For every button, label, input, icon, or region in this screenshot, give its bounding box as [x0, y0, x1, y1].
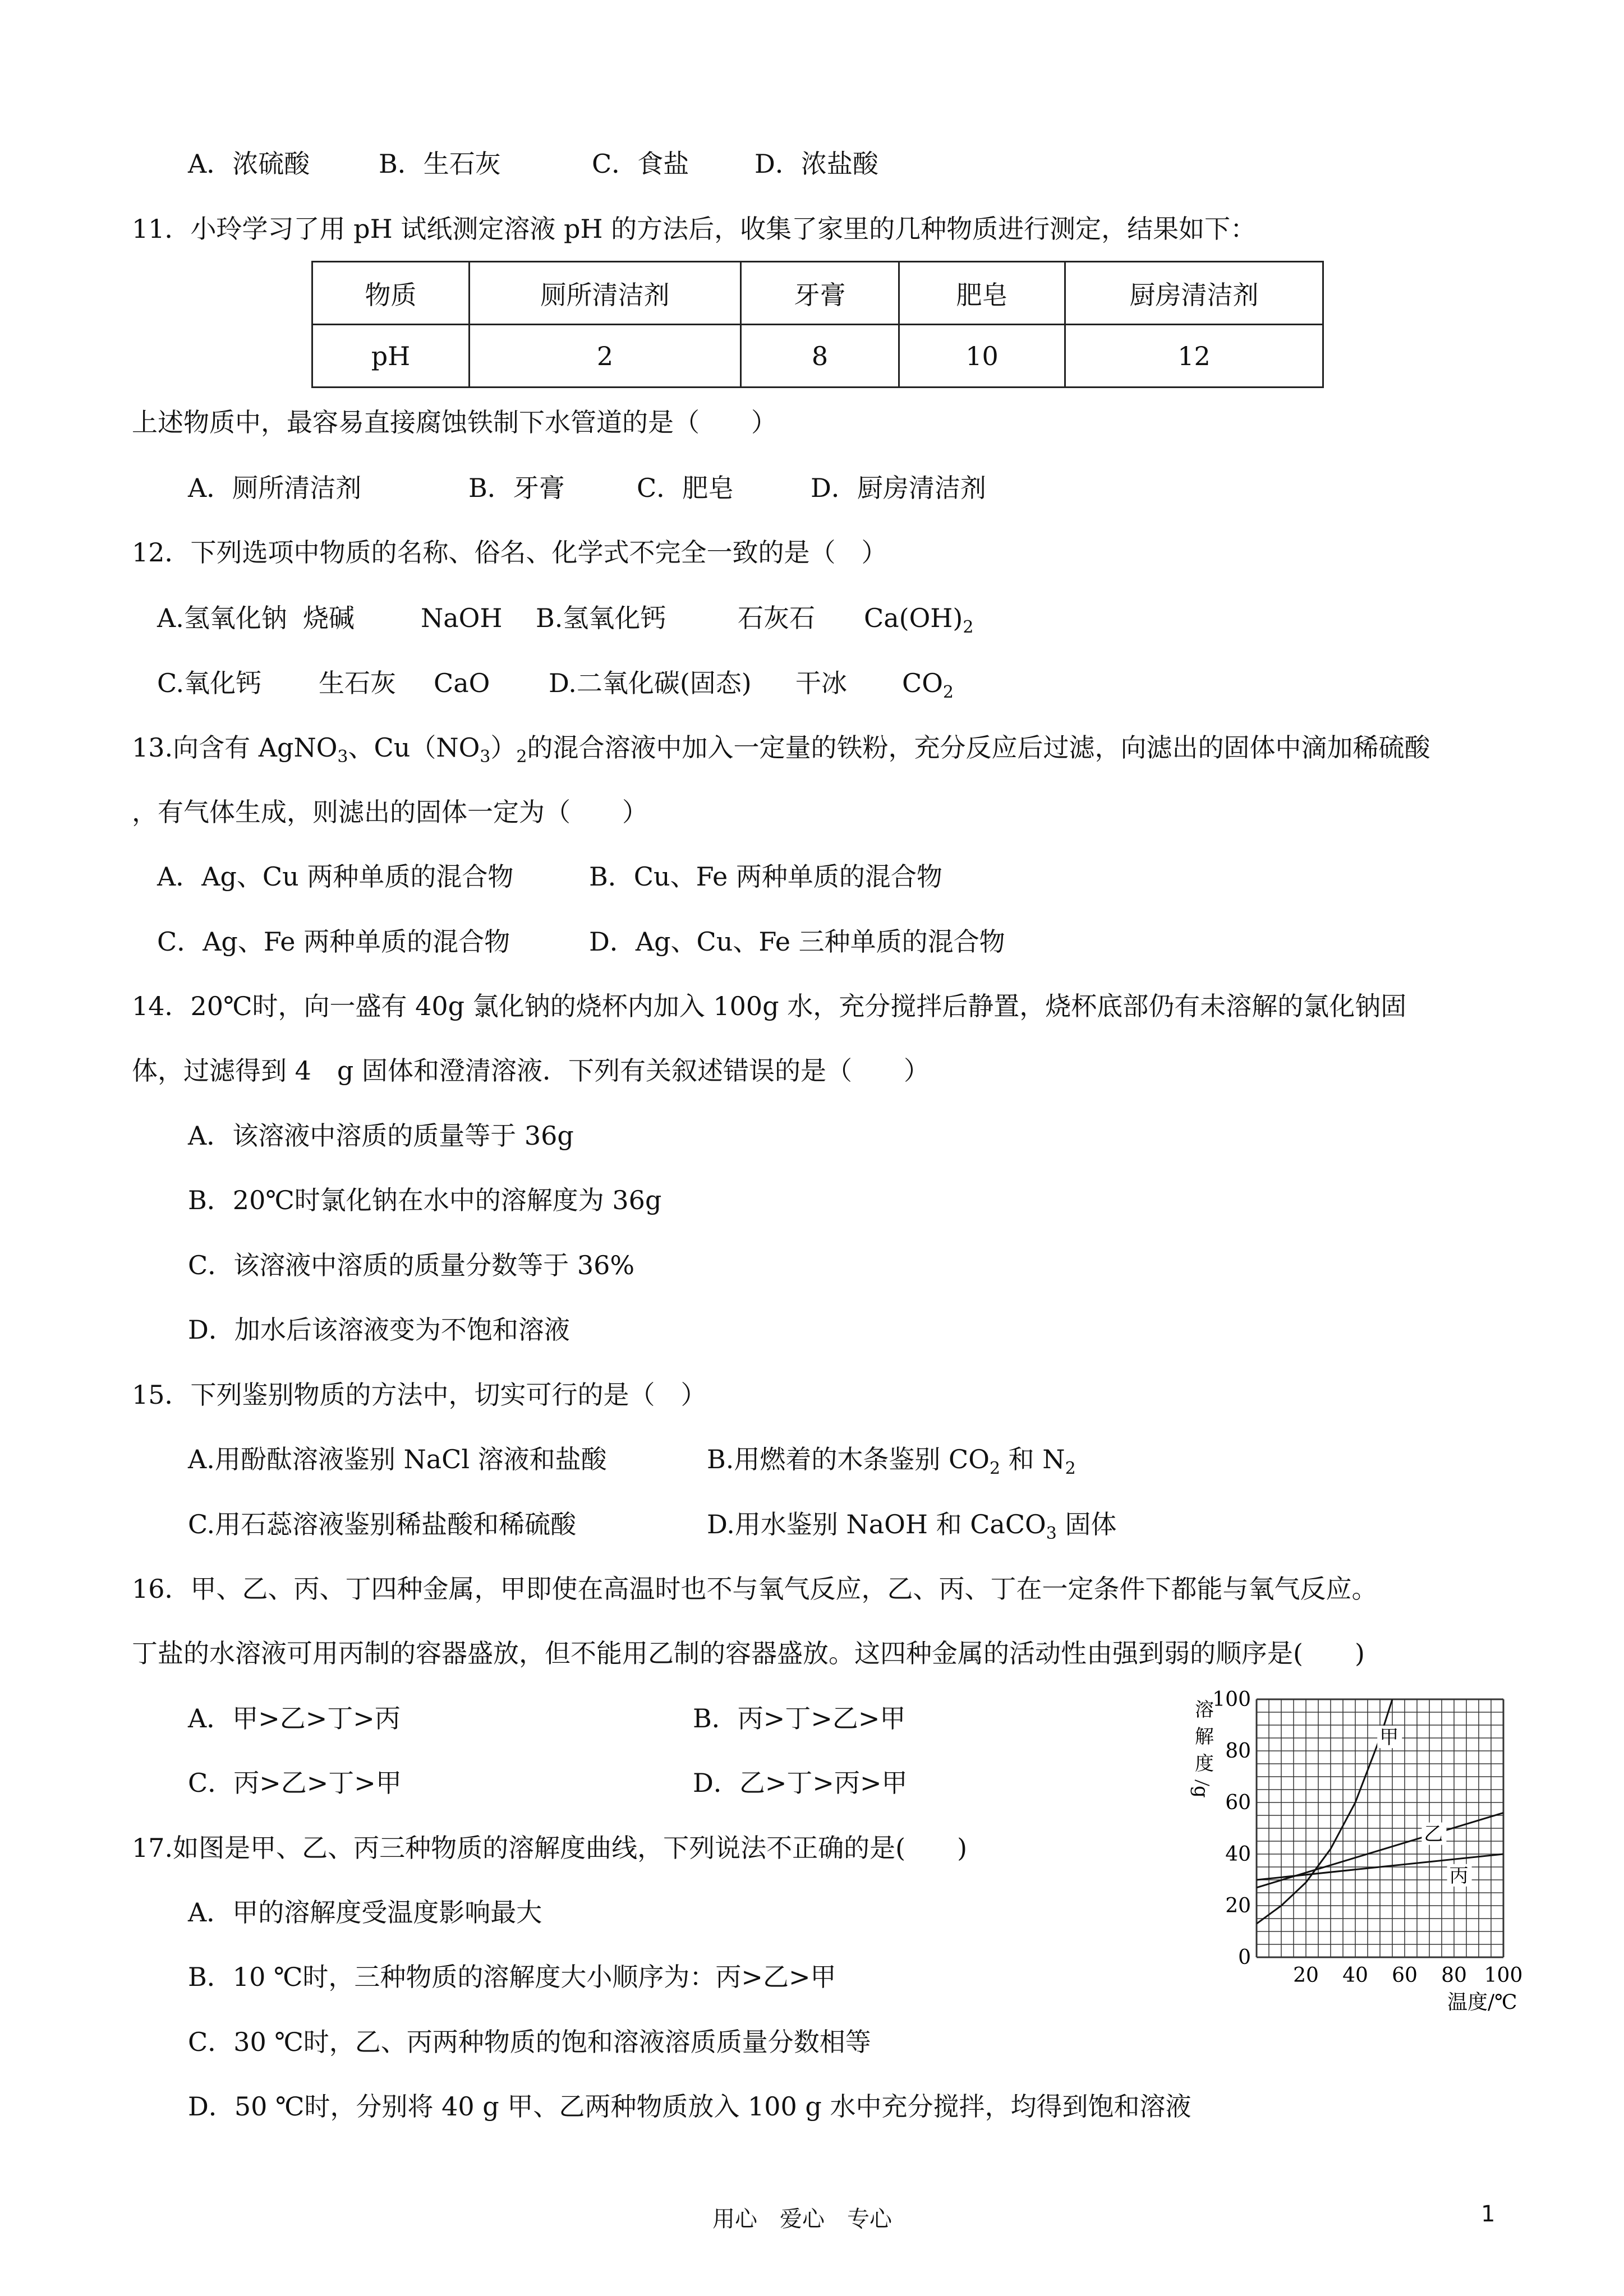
q17-option-c: C．30 ℃时，乙、丙两种物质的饱和溶液溶质质量分数相等	[188, 2027, 871, 2057]
q16-option-b: B．丙>丁>乙>甲	[693, 1703, 906, 1733]
q11-option-c: C．肥皂	[637, 473, 734, 503]
q17-option-a: A．甲的溶解度受温度影响最大	[188, 1897, 542, 1928]
q16-options-ab	[188, 1702, 905, 1735]
subscript: 2	[942, 683, 954, 702]
subscript: 2	[516, 747, 527, 767]
q10-option-d: D．浓盐酸	[755, 149, 878, 179]
table-cell: 2	[470, 325, 741, 388]
x-tick-label: 60	[1392, 1964, 1418, 1987]
y-axis-label-char: 度	[1195, 1753, 1214, 1775]
text: D.用水鉴别 NaOH 和 CaCO	[707, 1509, 1046, 1539]
q11-option-d: D．厨房清洁剂	[811, 473, 986, 503]
q16-line1: 16．甲、乙、丙、丁四种金属，甲即使在高温时也不与氧气反应，乙、丙、丁在一定条件下都能与氧气反应。	[132, 1574, 1378, 1604]
table-cell: 厕所清洁剂	[470, 262, 741, 325]
q10-options	[188, 147, 878, 181]
y-axis-label-char: g	[1190, 1786, 1212, 1798]
q16-option-a: A．甲>乙>丁>丙	[188, 1703, 401, 1733]
q12-d-common: 干冰	[795, 668, 847, 698]
q14-option-b: B．20℃时氯化钠在水中的溶解度为 36g	[188, 1185, 662, 1215]
q12-stem: 12．下列选项中物质的名称、俗名、化学式不完全一致的是（ ）	[132, 537, 887, 568]
x-tick-label: 40	[1342, 1964, 1368, 1987]
subscript: 2	[989, 1459, 1001, 1478]
ph-table-header-row	[312, 262, 1323, 325]
q11-option-a: A．厕所清洁剂	[188, 473, 362, 503]
q13-option-d: D．Ag、Cu、Fe 三种单质的混合物	[589, 926, 1005, 957]
q12-d-formula	[902, 666, 954, 700]
series-label: 丙	[1449, 1864, 1469, 1887]
subscript: 3	[1046, 1524, 1057, 1543]
text: ）	[490, 732, 517, 763]
q15-options-cd	[188, 1507, 1116, 1541]
formula-text: Ca(OH)	[864, 603, 963, 633]
q16-option-c: C．丙>乙>丁>甲	[188, 1768, 402, 1798]
subscript: 2	[963, 617, 974, 637]
table-cell: 牙膏	[741, 262, 899, 325]
q12-a-common: 烧碱	[303, 603, 355, 633]
q11-option-b: B．牙膏	[468, 473, 565, 503]
q13-line2: ，有气体生成，则滤出的固体一定为（ ）	[132, 797, 648, 827]
table-cell: 厨房清洁剂	[1065, 262, 1323, 325]
q12-d-name: D.二氧化碳(固态)	[549, 668, 752, 698]
table-cell: 肥皂	[899, 262, 1065, 325]
text: 13.向含有 AgNO	[132, 732, 338, 763]
q16-options-cd	[188, 1766, 908, 1800]
subscript: 3	[480, 747, 491, 767]
footer-slogan: 用心 爱心 专心	[712, 2206, 892, 2232]
q13-option-a: A．Ag、Cu 两种单质的混合物	[157, 861, 514, 892]
table-cell: 12	[1065, 325, 1323, 388]
q17-option-d: D．50 ℃时，分别将 40 g 甲、乙两种物质放入 100 g 水中充分搅拌，均得到饱和溶液	[188, 2091, 1191, 2122]
q12-a-name: A.氢氧化钠	[157, 603, 287, 633]
y-axis-label-char: 溶	[1195, 1699, 1214, 1721]
q10-option-c: C．食盐	[592, 149, 689, 179]
text: 固体	[1056, 1509, 1117, 1539]
q17-stem: 17.如图是甲、乙、丙三种物质的溶解度曲线，下列说法不正确的是( )	[132, 1833, 968, 1863]
y-axis-label-slash	[1195, 1780, 1209, 1786]
x-axis-label: 温度/℃	[1447, 1991, 1517, 2014]
q13-options-ab	[157, 860, 942, 893]
q11-stem: 11．小玲学习了用 pH 试纸测定溶液 pH 的方法后，收集了家里的几种物质进行测定，结果如下：	[132, 214, 1257, 244]
q15-stem: 15．下列鉴别物质的方法中，切实可行的是（ ）	[132, 1380, 707, 1410]
q14-option-d: D．加水后该溶液变为不饱和溶液	[188, 1315, 570, 1345]
q15-option-a: A.用酚酞溶液鉴别 NaCl 溶液和盐酸	[188, 1444, 607, 1474]
subscript: 2	[1065, 1459, 1076, 1478]
q15-option-c: C.用石蕊溶液鉴别稀盐酸和稀硫酸	[188, 1509, 577, 1539]
q16-line2: 丁盐的水溶液可用丙制的容器盛放，但不能用乙制的容器盛放。这四种金属的活动性由强到弱的顺序是( )	[132, 1638, 1365, 1668]
q14-option-c: C．该溶液中溶质的质量分数等于 36%	[188, 1250, 635, 1280]
q15-options-ab	[188, 1442, 1076, 1476]
x-tick-label: 20	[1293, 1964, 1319, 1987]
y-tick-label: 20	[1225, 1894, 1251, 1917]
series-label: 甲	[1379, 1726, 1399, 1749]
q12-a-formula: NaOH	[421, 603, 503, 633]
table-cell: 10	[899, 325, 1065, 388]
q15-option-d	[707, 1507, 1116, 1541]
series-label: 乙	[1424, 1823, 1443, 1846]
y-tick-label: 0	[1238, 1946, 1251, 1969]
ph-table	[311, 261, 1324, 388]
text: 和 N	[1000, 1444, 1065, 1474]
q12-c-formula: CaO	[434, 668, 490, 698]
q17-option-b: B．10 ℃时，三种物质的溶解度大小顺序为：丙>乙>甲	[188, 1962, 836, 1992]
q12-c-common: 生石灰	[319, 668, 396, 698]
q12-b-common: 石灰石	[738, 603, 815, 633]
y-axis-label-char: 解	[1195, 1726, 1214, 1748]
x-tick-label: 100	[1484, 1964, 1523, 1987]
solubility-chart	[1178, 1682, 1548, 2019]
table-cell: 8	[741, 325, 899, 388]
y-tick-label: 40	[1225, 1843, 1251, 1866]
q14-line1: 14．20℃时，向一盛有 40g 氯化钠的烧杯内加入 100g 水，充分搅拌后静置，烧杯底部仍有未溶解的氯化钠固	[132, 991, 1407, 1021]
y-tick-label: 60	[1225, 1791, 1251, 1814]
q16-option-d: D．乙>丁>丙>甲	[693, 1768, 908, 1798]
q12-option-ab	[157, 601, 973, 635]
q12-c-name: C.氧化钙	[157, 668, 262, 698]
q13-option-b: B．Cu、Fe 两种单质的混合物	[589, 861, 942, 892]
y-tick-label: 80	[1225, 1740, 1251, 1763]
q13-option-c: C．Ag、Fe 两种单质的混合物	[157, 926, 510, 957]
q11-question: 上述物质中，最容易直接腐蚀铁制下水管道的是（ ）	[132, 407, 777, 437]
q11-options	[188, 471, 986, 505]
q12-b-name: B.氢氧化钙	[536, 603, 666, 633]
q13-line1	[132, 731, 1430, 767]
q15-option-b	[707, 1442, 1076, 1476]
q10-option-b: B．生石灰	[379, 149, 501, 179]
text: 、Cu（NO	[348, 732, 480, 763]
text: B.用燃着的木条鉴别 CO	[707, 1444, 990, 1474]
ph-table-value-row	[312, 325, 1323, 388]
table-cell: 物质	[312, 262, 470, 325]
page-number: 1	[1481, 2201, 1496, 2227]
series-line	[1257, 1699, 1392, 1924]
q14-line2: 体，过滤得到 4 g 固体和澄清溶液．下列有关叙述错误的是（ ）	[132, 1055, 930, 1086]
q10-option-a: A．浓硫酸	[188, 149, 310, 179]
table-cell: pH	[312, 325, 470, 388]
q12-option-cd	[157, 666, 954, 700]
y-tick-label: 100	[1212, 1688, 1251, 1711]
formula-text: CO	[902, 668, 943, 698]
subscript: 3	[337, 747, 348, 767]
q13-options-cd	[157, 925, 1005, 958]
text: 的混合溶液中加入一定量的铁粉，充分反应后过滤，向滤出的固体中滴加稀硫酸	[527, 732, 1430, 763]
x-tick-label: 80	[1441, 1964, 1467, 1987]
q12-b-formula	[864, 601, 973, 635]
q14-option-a: A．该溶液中溶质的质量等于 36g	[188, 1121, 574, 1151]
